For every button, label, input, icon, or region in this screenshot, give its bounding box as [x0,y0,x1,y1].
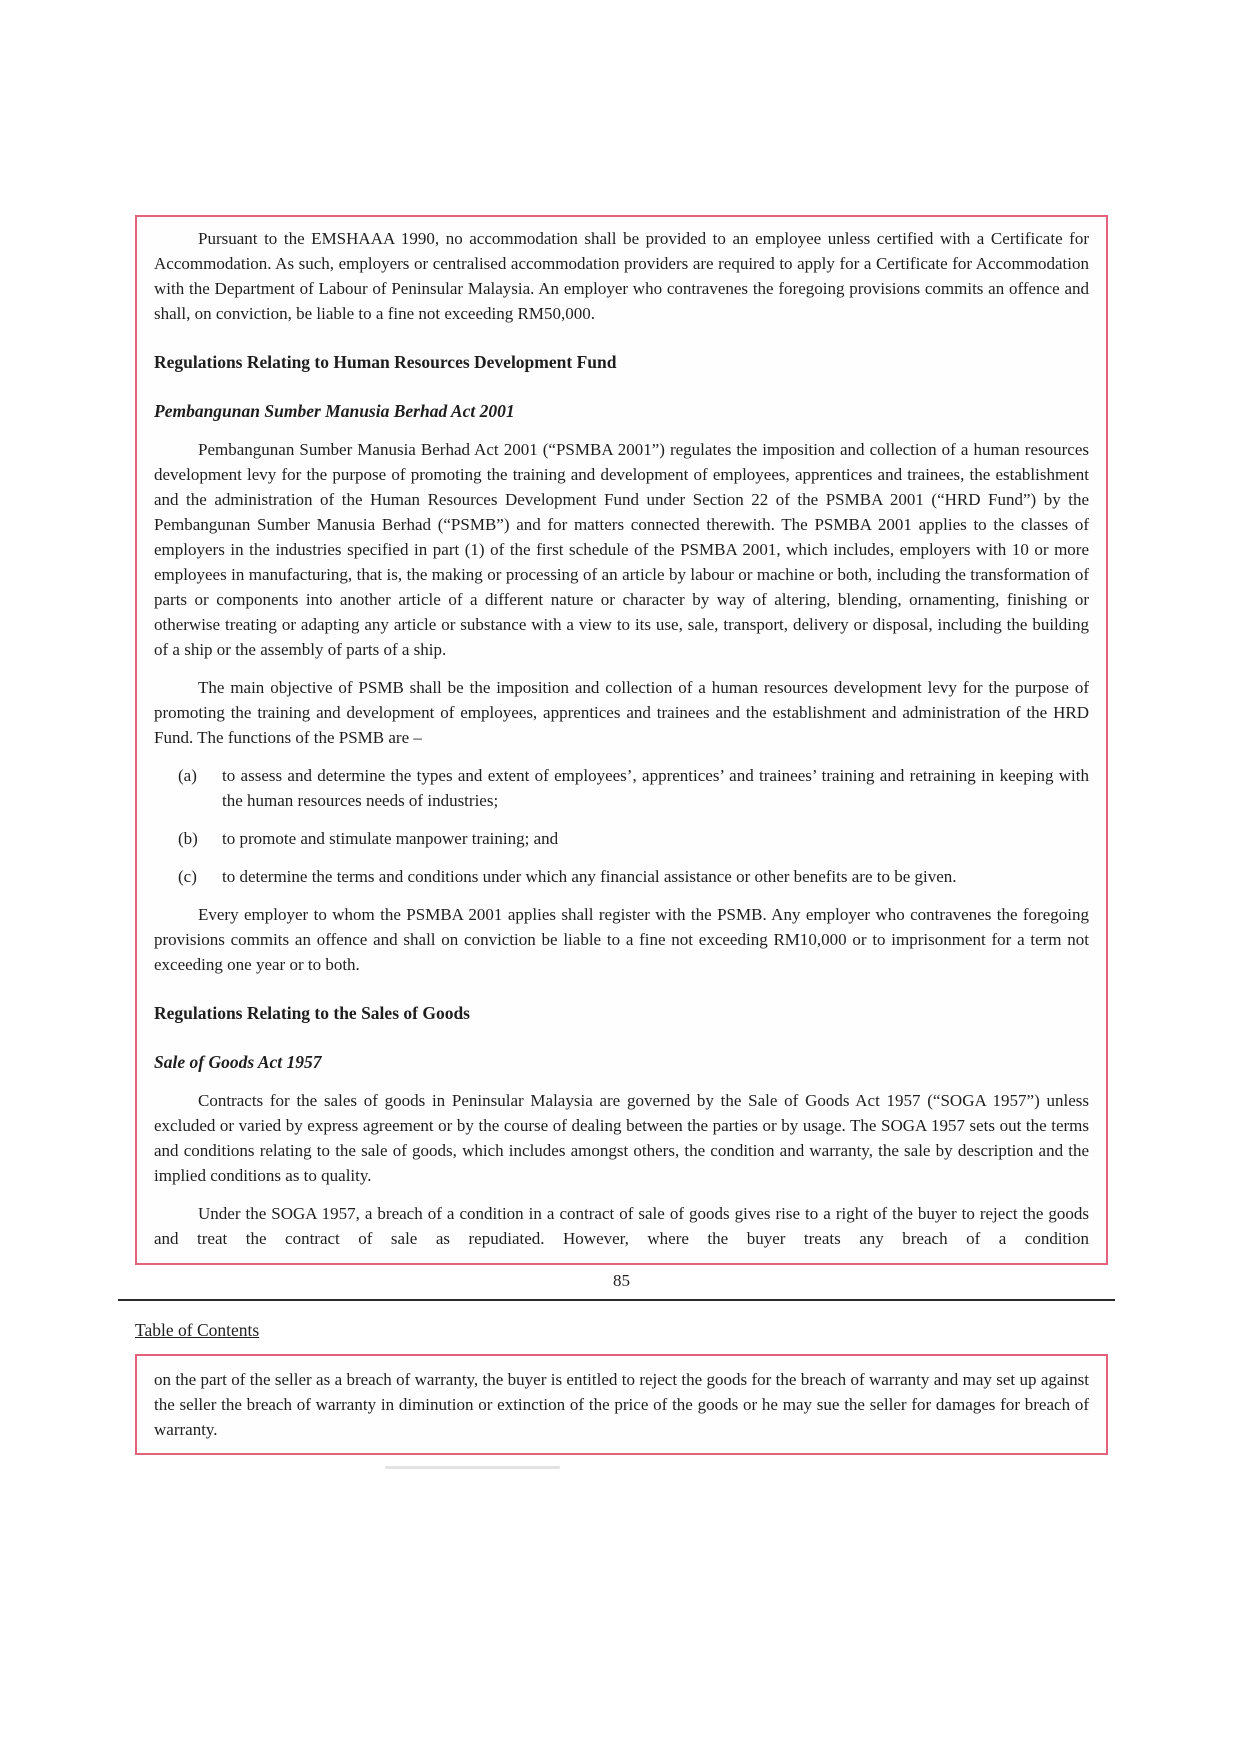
list-item-b [178,826,1089,851]
list-text-c: to determine the terms and conditions under which any financial assistance or other benefits are to be given. [222,867,957,886]
paragraph-psmb-objective: The main objective of PSMB shall be the imposition and collection of a human resources development levy for the purpose of promoting the training and development of employees, apprentices and trainees and the establishment and administration of the HRD Fund. The functions of the PSMB are – [154,678,1089,747]
table-of-contents-link[interactable]: Table of Contents [135,1320,260,1340]
paragraph-psmba-overview: Pembangunan Sumber Manusia Berhad Act 2001 (“PSMBA 2001”) regulates the imposition and collection of a human resources development levy for the purpose of promoting the training and development of employees, apprentices and trainees, the establishment and the administration of the Human Resources Development Fund under Section 22 of the PSMBA 2001 (“HRD Fund”) by the Pembangunan Sumber Manusia Berhad (“PSMB”) and for matters connected therewith. The PSMBA 2001 applies to the classes of employers in the industries specified in part (1) of the first schedule of the PSMBA 2001, which includes, employers with 10 or more employees in manufacturing, that is, the making or processing of an article by labour or machine or both, including the transformation of parts or components into another article of a different nature or character by way of altering, blending, ornamenting, finishing or otherwise treating or adapting any article or substance with a view to its use, sale, transport, delivery or disposal, including the building of a ship or the assembly of parts of a ship. [154,440,1089,659]
footer-rule [118,1299,1115,1301]
heading-hrdf-regulations: Regulations Relating to Human Resources Development Fund [154,352,617,372]
heading-psmba-act: Pembangunan Sumber Manusia Berhad Act 2001 [154,401,515,421]
heading-sales-of-goods-regulations: Regulations Relating to the Sales of Goods [154,1003,470,1023]
paragraph-employer-registration: Every employer to whom the PSMBA 2001 applies shall register with the PSMB. Any employer who contravenes the foregoing provisions commits an offence and shall on conviction be liable to a fine not exceeding RM10,000 or to imprisonment for a term not exceeding one year or to both. [154,905,1089,974]
highlight-box-continuation [135,1354,1108,1455]
list-item-a [178,763,1089,813]
paragraph-soga-overview: Contracts for the sales of goods in Peninsular Malaysia are governed by the Sale of Goods Act 1957 (“SOGA 1957”) unless excluded or varied by express agreement or by the course of dealing between the parties or by usage. The SOGA 1957 sets out the terms and conditions relating to the sale of goods, which includes amongst others, the condition and warranty, the sale by description and the implied conditions as to quality. [154,1091,1089,1185]
list-item-c [178,864,1089,889]
scan-artifact [385,1466,560,1469]
paragraph-emshaaa: Pursuant to the EMSHAAA 1990, no accommodation shall be provided to an employee unless certified with a Certificate for Accommodation. As such, employers or centralised accommodation providers are required to apply for a Certificate for Accommodation with the Department of Labour of Peninsular Malaysia. An employer who contravenes the foregoing provisions commits an offence and shall, on conviction, be liable to a fine not exceeding RM50,000. [154,229,1089,323]
paragraph-soga-breach: Under the SOGA 1957, a breach of a condition in a contract of sale of goods gives rise to a right of the buyer to reject the goods and treat the contract of sale as repudiated. However, where the buyer treats any breach of a condition [154,1204,1089,1248]
paragraph-warranty-continuation: on the part of the seller as a breach of warranty, the buyer is entitled to reject the goods for the breach of warranty and may set up against the seller the breach of warranty in diminution or extinction of the price of the goods or he may sue the seller for damages for breach of warranty. [154,1370,1089,1439]
toc-row [135,1318,1241,1342]
heading-soga-act: Sale of Goods Act 1957 [154,1052,322,1072]
list-text-b: to promote and stimulate manpower training; and [222,829,559,848]
list-label-b: (b) [178,829,198,848]
highlight-box-main [135,215,1108,1265]
list-label-c: (c) [178,867,197,886]
list-text-a: to assess and determine the types and extent of employees’, apprentices’ and trainees’ training and retraining in keeping with the human resources needs of industries; [222,766,1089,810]
page-number: 85 [613,1271,630,1290]
list-label-a: (a) [178,766,197,785]
